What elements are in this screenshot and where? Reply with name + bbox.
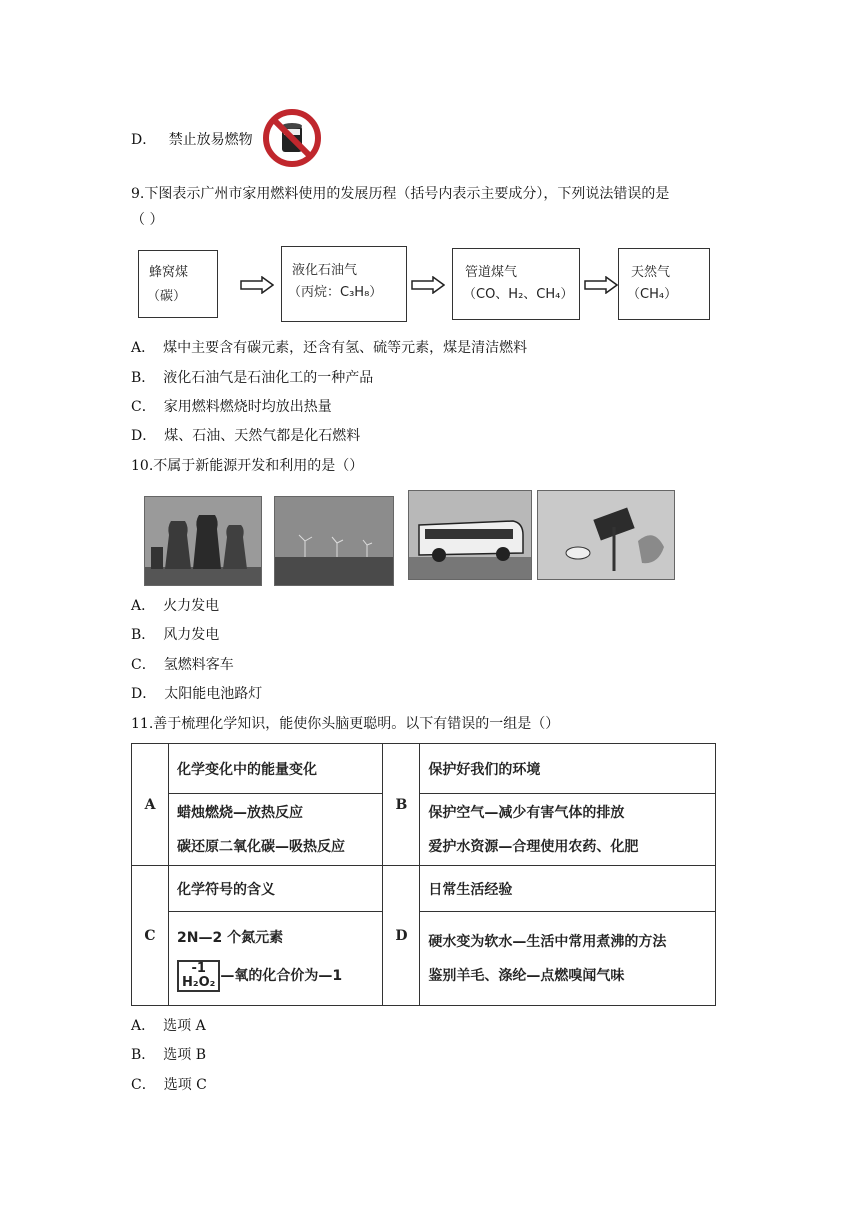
cell-a-content: 蜡烛燃烧—放热反应 碳还原二氧化碳—吸热反应	[169, 794, 383, 866]
option-letter: D．	[131, 132, 157, 148]
table-label-b: B	[383, 744, 420, 866]
q11-option-a: A． 选项 A	[131, 1018, 206, 1034]
no-flammables-sign-icon	[262, 108, 322, 168]
flow-box-name: 天然气	[631, 265, 671, 280]
table-label-c: C	[132, 866, 169, 1006]
flow-box-formula: （碳）	[147, 289, 187, 304]
q10-option-d: D． 太阳能电池路灯	[131, 686, 263, 702]
q9-option-a: A． 煤中主要含有碳元素，还含有氢、硫等元素，煤是清洁燃料	[131, 340, 528, 356]
q11-option-c: C． 选项 C	[131, 1077, 207, 1093]
cell-d-content: 硬水变为软水—生活中常用煮沸的方法 鉴别羊毛、涤纶—点燃嗅闻气味	[420, 912, 716, 1006]
h2o2-valence-box: -1 H₂O₂	[177, 960, 220, 992]
power-plant-photo	[144, 496, 262, 586]
flow-box-formula: （丙烷：C₃H₈）	[288, 285, 383, 300]
cell-b-title: 保护好我们的环境	[420, 744, 716, 794]
option-text: 禁止放易燃物	[168, 132, 253, 148]
cell-c-content: 2N—2 个氮元素 -1 H₂O₂ —氧的化合价为—1	[169, 912, 383, 1006]
q11-stem: 11.善于梳理化学知识，能使你头脑更聪明。以下有错误的一组是（）	[131, 716, 560, 732]
q9-stem-line1: 9.下图表示广州市家用燃料使用的发展历程（括号内表示主要成分），下列说法错误的是	[131, 186, 670, 202]
knowledge-table	[131, 743, 716, 1006]
flow-box-name: 液化石油气	[292, 263, 358, 278]
cell-c-title: 化学符号的含义	[169, 866, 383, 912]
flow-box-pipeline-gas	[452, 248, 580, 320]
q9-option-d: D． 煤、石油、天然气都是化石燃料	[131, 428, 361, 444]
q10-option-b: B． 风力发电	[131, 627, 220, 643]
q11-option-b: B． 选项 B	[131, 1047, 207, 1063]
q10-option-c: C． 氢燃料客车	[131, 657, 234, 673]
flow-box-formula: （CH₄）	[627, 287, 678, 302]
q9-option-c: C． 家用燃料燃烧时均放出热量	[131, 399, 332, 415]
wind-farm-photo	[274, 496, 394, 586]
table-label-d: D	[383, 866, 420, 1006]
cell-b-content: 保护空气—减少有害气体的排放 爱护水资源—合理使用农药、化肥	[420, 794, 716, 866]
q9-stem-line2: （ ）	[131, 212, 164, 228]
solar-street-lamp-photo	[537, 490, 675, 580]
flow-box-natural-gas	[618, 248, 710, 320]
q8-option-d	[131, 130, 253, 150]
q10-stem: 10.不属于新能源开发和利用的是（）	[131, 458, 364, 474]
flow-box-formula: （CO、H₂、CH₄）	[463, 287, 574, 302]
arrow-right-icon	[584, 276, 618, 294]
arrow-right-icon	[411, 276, 445, 294]
flow-box-lpg	[281, 246, 407, 322]
q10-option-a: A． 火力发电	[131, 598, 220, 614]
flow-box-name: 蜂窝煤	[149, 265, 189, 280]
q9-option-b: B． 液化石油气是石油化工的一种产品	[131, 370, 374, 386]
cell-d-title: 日常生活经验	[420, 866, 716, 912]
flow-box-honeycomb-coal	[138, 250, 218, 318]
flow-box-name: 管道煤气	[465, 265, 518, 280]
table-label-a: A	[132, 744, 169, 866]
arrow-right-icon	[240, 276, 274, 294]
bus-photo	[408, 490, 532, 580]
cell-a-title: 化学变化中的能量变化	[169, 744, 383, 794]
